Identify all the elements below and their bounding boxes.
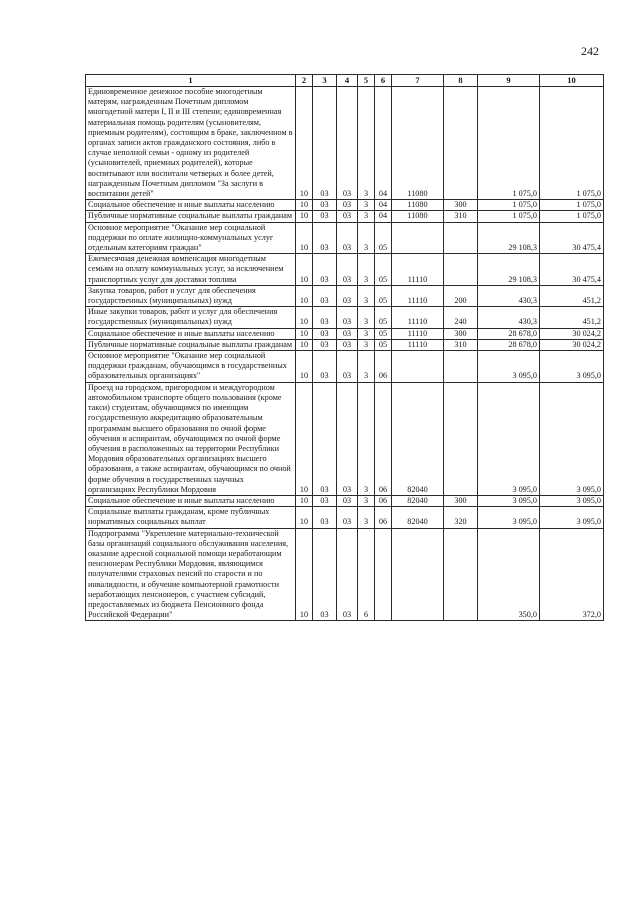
amount-cell: 3 095,0 [478,495,540,506]
amount-cell: 1 075,0 [540,87,604,200]
code-cell: 06 [375,351,392,383]
code-cell: 03 [313,382,337,495]
code-cell [392,351,444,383]
row-name: Проезд на городском, пригородном и междугородном автомобильном транспорте общего пользования (кроме такси) студентам, обучающимся по имеющим государственную аккредитацию образовательным программам высшего образования по очной форме обучения и аспирантам, обучающимся по очной форме обучения в расположенных на территории Республики Мордовия образовательных организациях высшего образования, а также аспирантам, обучающимся по очной форме обучения в государственных научных организациях Республики Мордовия [86,382,296,495]
row-name: Ежемесячная денежная компенсация многодетным семьям на оплату коммунальных услуг, за исключением транспортных услуг для доставки топлива [86,254,296,286]
code-cell: 3 [358,507,375,528]
amount-cell: 3 095,0 [478,351,540,383]
code-cell: 3 [358,339,375,350]
code-cell: 06 [375,495,392,506]
table-header-row [86,75,604,87]
table-row [86,87,604,200]
code-cell [444,222,478,254]
code-cell: 11110 [392,307,444,328]
code-cell: 11080 [392,211,444,222]
code-cell: 03 [313,328,337,339]
page-number: 242 [581,44,599,58]
code-cell: 04 [375,87,392,200]
code-cell: 10 [296,211,313,222]
amount-cell: 1 075,0 [540,200,604,211]
code-cell: 10 [296,285,313,306]
code-cell: 03 [337,351,358,383]
table-row [86,285,604,306]
code-cell: 03 [313,87,337,200]
code-cell: 03 [313,200,337,211]
row-name: Закупка товаров, работ и услуг для обеспечения государственных (муниципальных) нужд [86,285,296,306]
amount-cell: 3 095,0 [478,382,540,495]
code-cell: 03 [313,254,337,286]
code-cell: 3 [358,87,375,200]
amount-cell: 430,3 [478,285,540,306]
amount-cell: 1 075,0 [478,200,540,211]
code-cell: 03 [313,351,337,383]
code-cell: 3 [358,382,375,495]
code-cell: 6 [358,528,375,621]
code-cell: 10 [296,339,313,350]
code-cell: 10 [296,528,313,621]
code-cell: 82040 [392,507,444,528]
code-cell: 300 [444,328,478,339]
code-cell: 11110 [392,254,444,286]
table-row [86,307,604,328]
code-cell: 10 [296,351,313,383]
code-cell: 05 [375,339,392,350]
code-cell: 06 [375,507,392,528]
code-cell: 03 [337,200,358,211]
table-row [86,200,604,211]
code-cell: 10 [296,222,313,254]
code-cell: 03 [337,211,358,222]
code-cell: 3 [358,495,375,506]
row-name: Социальные выплаты гражданам, кроме публичных нормативных социальных выплат [86,507,296,528]
column-header: 4 [337,75,358,87]
code-cell: 03 [337,307,358,328]
amount-cell: 451,2 [540,307,604,328]
code-cell: 11110 [392,339,444,350]
code-cell: 03 [337,382,358,495]
amount-cell: 30 475,4 [540,222,604,254]
row-name: Единовременное денежное пособие многодетным матерям, награжденным Почетным дипломом многодетной матери I, II и III степени; единовременная материальная помощь родителям (усыновителям, приемным родителям), состоящим в браке, заключенном в органах записи актов гражданского состояния, либо в случае неполной семьи - одному из родителей (усыновителей, приемных родителей), которые воспитывают или воспитали четверых и более детей, награжденным Почетным дипломом "За заслуги в воспитании детей" [86,87,296,200]
amount-cell: 30 475,4 [540,254,604,286]
code-cell: 3 [358,222,375,254]
code-cell [444,351,478,383]
amount-cell: 451,2 [540,285,604,306]
code-cell: 05 [375,222,392,254]
column-header: 3 [313,75,337,87]
amount-cell: 372,0 [540,528,604,621]
code-cell [375,528,392,621]
code-cell: 320 [444,507,478,528]
budget-table [85,74,604,621]
code-cell: 10 [296,87,313,200]
code-cell: 04 [375,211,392,222]
code-cell [444,254,478,286]
amount-cell: 1 075,0 [540,211,604,222]
amount-cell: 350,0 [478,528,540,621]
code-cell [392,528,444,621]
row-name: Публичные нормативные социальные выплаты гражданам [86,211,296,222]
amount-cell: 29 108,3 [478,222,540,254]
code-cell: 300 [444,495,478,506]
row-name: Социальное обеспечение и иные выплаты населению [86,328,296,339]
code-cell: 82040 [392,495,444,506]
code-cell: 03 [313,307,337,328]
code-cell: 3 [358,351,375,383]
code-cell: 310 [444,211,478,222]
column-header: 2 [296,75,313,87]
column-header: 9 [478,75,540,87]
code-cell: 3 [358,328,375,339]
amount-cell: 3 095,0 [478,507,540,528]
table-row [86,382,604,495]
amount-cell: 28 678,0 [478,339,540,350]
column-header: 7 [392,75,444,87]
code-cell: 200 [444,285,478,306]
code-cell: 03 [337,495,358,506]
column-header: 1 [86,75,296,87]
code-cell: 05 [375,307,392,328]
code-cell [392,222,444,254]
code-cell: 03 [337,507,358,528]
code-cell: 3 [358,211,375,222]
code-cell: 310 [444,339,478,350]
code-cell: 03 [313,211,337,222]
code-cell: 05 [375,328,392,339]
code-cell: 03 [337,222,358,254]
code-cell: 240 [444,307,478,328]
code-cell: 10 [296,382,313,495]
amount-cell: 3 095,0 [540,507,604,528]
row-name: Иные закупки товаров, работ и услуг для обеспечения государственных (муниципальных) нужд [86,307,296,328]
code-cell: 10 [296,495,313,506]
code-cell: 03 [313,528,337,621]
code-cell: 11110 [392,285,444,306]
table-row [86,211,604,222]
code-cell: 3 [358,200,375,211]
row-name: Публичные нормативные социальные выплаты гражданам [86,339,296,350]
code-cell: 03 [313,507,337,528]
amount-cell: 3 095,0 [540,351,604,383]
amount-cell: 29 108,3 [478,254,540,286]
code-cell: 10 [296,254,313,286]
code-cell: 03 [337,254,358,286]
code-cell: 10 [296,328,313,339]
code-cell: 03 [313,285,337,306]
code-cell: 3 [358,254,375,286]
code-cell: 06 [375,382,392,495]
row-name: Подпрограмма "Укрепление материально-технической базы организаций социального обслуживания населения, оказание адресной социальной помощи неработающим пенсионерам Республики Мордовия, являющимся получателями страховых пенсий по старости и по инвалидности, и обучение компьютерной грамотности неработающих пенсионеров, с участием субсидий, предоставляемых из бюджета Пенсионного фонда Российской Федерации" [86,528,296,621]
table-row [86,528,604,621]
amount-cell: 30 024,2 [540,328,604,339]
amount-cell: 430,3 [478,307,540,328]
code-cell: 03 [337,285,358,306]
code-cell: 03 [313,222,337,254]
code-cell: 3 [358,307,375,328]
code-cell [444,87,478,200]
amount-cell: 1 075,0 [478,87,540,200]
column-header: 10 [540,75,604,87]
row-name: Основное мероприятие "Оказание мер социальной поддержки гражданам, обучающимся в государственных образовательных организациях" [86,351,296,383]
code-cell: 05 [375,254,392,286]
amount-cell: 28 678,0 [478,328,540,339]
code-cell: 11110 [392,328,444,339]
code-cell: 03 [337,87,358,200]
code-cell: 03 [313,495,337,506]
code-cell [444,528,478,621]
column-header: 5 [358,75,375,87]
table-body [86,87,604,621]
table-row [86,328,604,339]
row-name: Социальное обеспечение и иные выплаты населению [86,200,296,211]
code-cell: 03 [337,328,358,339]
code-cell: 11080 [392,200,444,211]
table-row [86,254,604,286]
code-cell: 03 [337,528,358,621]
amount-cell: 3 095,0 [540,495,604,506]
column-header: 8 [444,75,478,87]
code-cell: 82040 [392,382,444,495]
table-row [86,339,604,350]
table-row [86,351,604,383]
column-header: 6 [375,75,392,87]
code-cell: 3 [358,285,375,306]
code-cell: 10 [296,307,313,328]
code-cell: 11080 [392,87,444,200]
amount-cell: 1 075,0 [478,211,540,222]
amount-cell: 30 024,2 [540,339,604,350]
table-row [86,222,604,254]
code-cell: 04 [375,200,392,211]
code-cell: 300 [444,200,478,211]
row-name: Основное мероприятие "Оказание мер социальной поддержки по оплате жилищно-коммунальных услуг отдельным категориям граждан" [86,222,296,254]
code-cell: 05 [375,285,392,306]
code-cell: 10 [296,507,313,528]
code-cell: 03 [337,339,358,350]
row-name: Социальное обеспечение и иные выплаты населению [86,495,296,506]
table-row [86,495,604,506]
code-cell [444,382,478,495]
code-cell: 10 [296,200,313,211]
table-row [86,507,604,528]
amount-cell: 3 095,0 [540,382,604,495]
code-cell: 03 [313,339,337,350]
